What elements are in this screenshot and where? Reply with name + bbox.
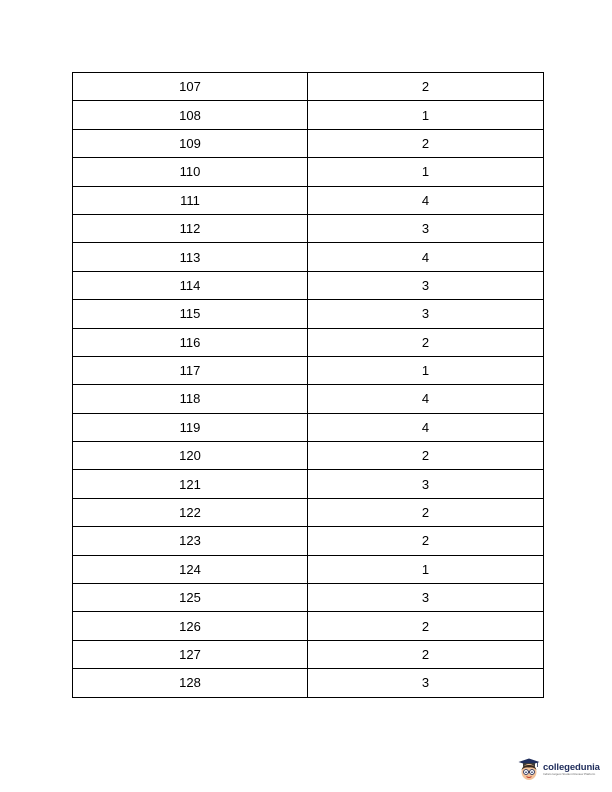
table-row: [73, 243, 544, 271]
answer-cell: 3: [308, 271, 544, 299]
table-row: [73, 669, 544, 697]
question-number-cell: 119: [73, 413, 308, 441]
question-number-cell: 121: [73, 470, 308, 498]
logo-tagline: India's largest Student Review Platform: [543, 772, 596, 777]
answer-cell: 4: [308, 243, 544, 271]
answer-cell: 4: [308, 186, 544, 214]
question-number-cell: 111: [73, 186, 308, 214]
answer-cell: 2: [308, 328, 544, 356]
answer-cell: 2: [308, 129, 544, 157]
table-row: [73, 186, 544, 214]
question-number-cell: 110: [73, 158, 308, 186]
table-row: [73, 73, 544, 101]
question-number-cell: 107: [73, 73, 308, 101]
question-number-cell: 122: [73, 498, 308, 526]
table-row: [73, 328, 544, 356]
answer-cell: 4: [308, 385, 544, 413]
table-row: [73, 214, 544, 242]
table-row: [73, 527, 544, 555]
question-number-cell: 115: [73, 300, 308, 328]
answer-cell: 1: [308, 158, 544, 186]
table-row: [73, 442, 544, 470]
question-number-cell: 120: [73, 442, 308, 470]
question-number-cell: 124: [73, 555, 308, 583]
table-row: [73, 158, 544, 186]
table-row: [73, 413, 544, 441]
answer-key-rows: [73, 73, 544, 698]
answer-cell: 2: [308, 498, 544, 526]
logo-text: [543, 763, 600, 777]
answer-cell: 1: [308, 356, 544, 384]
table-row: [73, 555, 544, 583]
table-row: [73, 271, 544, 299]
question-number-cell: 125: [73, 584, 308, 612]
answer-cell: 3: [308, 669, 544, 697]
answer-cell: 2: [308, 442, 544, 470]
answer-cell: 2: [308, 612, 544, 640]
question-number-cell: 117: [73, 356, 308, 384]
logo-name: collegedunia: [543, 761, 600, 773]
question-number-cell: 108: [73, 101, 308, 129]
collegedunia-logo: [518, 756, 612, 784]
question-number-cell: 116: [73, 328, 308, 356]
answer-cell: 3: [308, 214, 544, 242]
table-row: [73, 498, 544, 526]
table-row: [73, 470, 544, 498]
question-number-cell: 128: [73, 669, 308, 697]
answer-cell: 1: [308, 555, 544, 583]
answer-cell: 2: [308, 73, 544, 101]
question-number-cell: 127: [73, 640, 308, 668]
question-number-cell: 126: [73, 612, 308, 640]
answer-key-table: [72, 72, 544, 698]
question-number-cell: 114: [73, 271, 308, 299]
answer-cell: 2: [308, 527, 544, 555]
question-number-cell: 113: [73, 243, 308, 271]
answer-cell: 3: [308, 584, 544, 612]
answer-cell: 4: [308, 413, 544, 441]
question-number-cell: 109: [73, 129, 308, 157]
answer-cell: 2: [308, 640, 544, 668]
answer-cell: 3: [308, 470, 544, 498]
question-number-cell: 123: [73, 527, 308, 555]
table-row: [73, 101, 544, 129]
question-number-cell: 118: [73, 385, 308, 413]
table-row: [73, 129, 544, 157]
table-row: [73, 612, 544, 640]
student-mascot-icon: [518, 758, 540, 782]
table-row: [73, 385, 544, 413]
table-row: [73, 640, 544, 668]
answer-cell: 3: [308, 300, 544, 328]
table-row: [73, 300, 544, 328]
table-row: [73, 356, 544, 384]
table-row: [73, 584, 544, 612]
answer-cell: 1: [308, 101, 544, 129]
question-number-cell: 112: [73, 214, 308, 242]
